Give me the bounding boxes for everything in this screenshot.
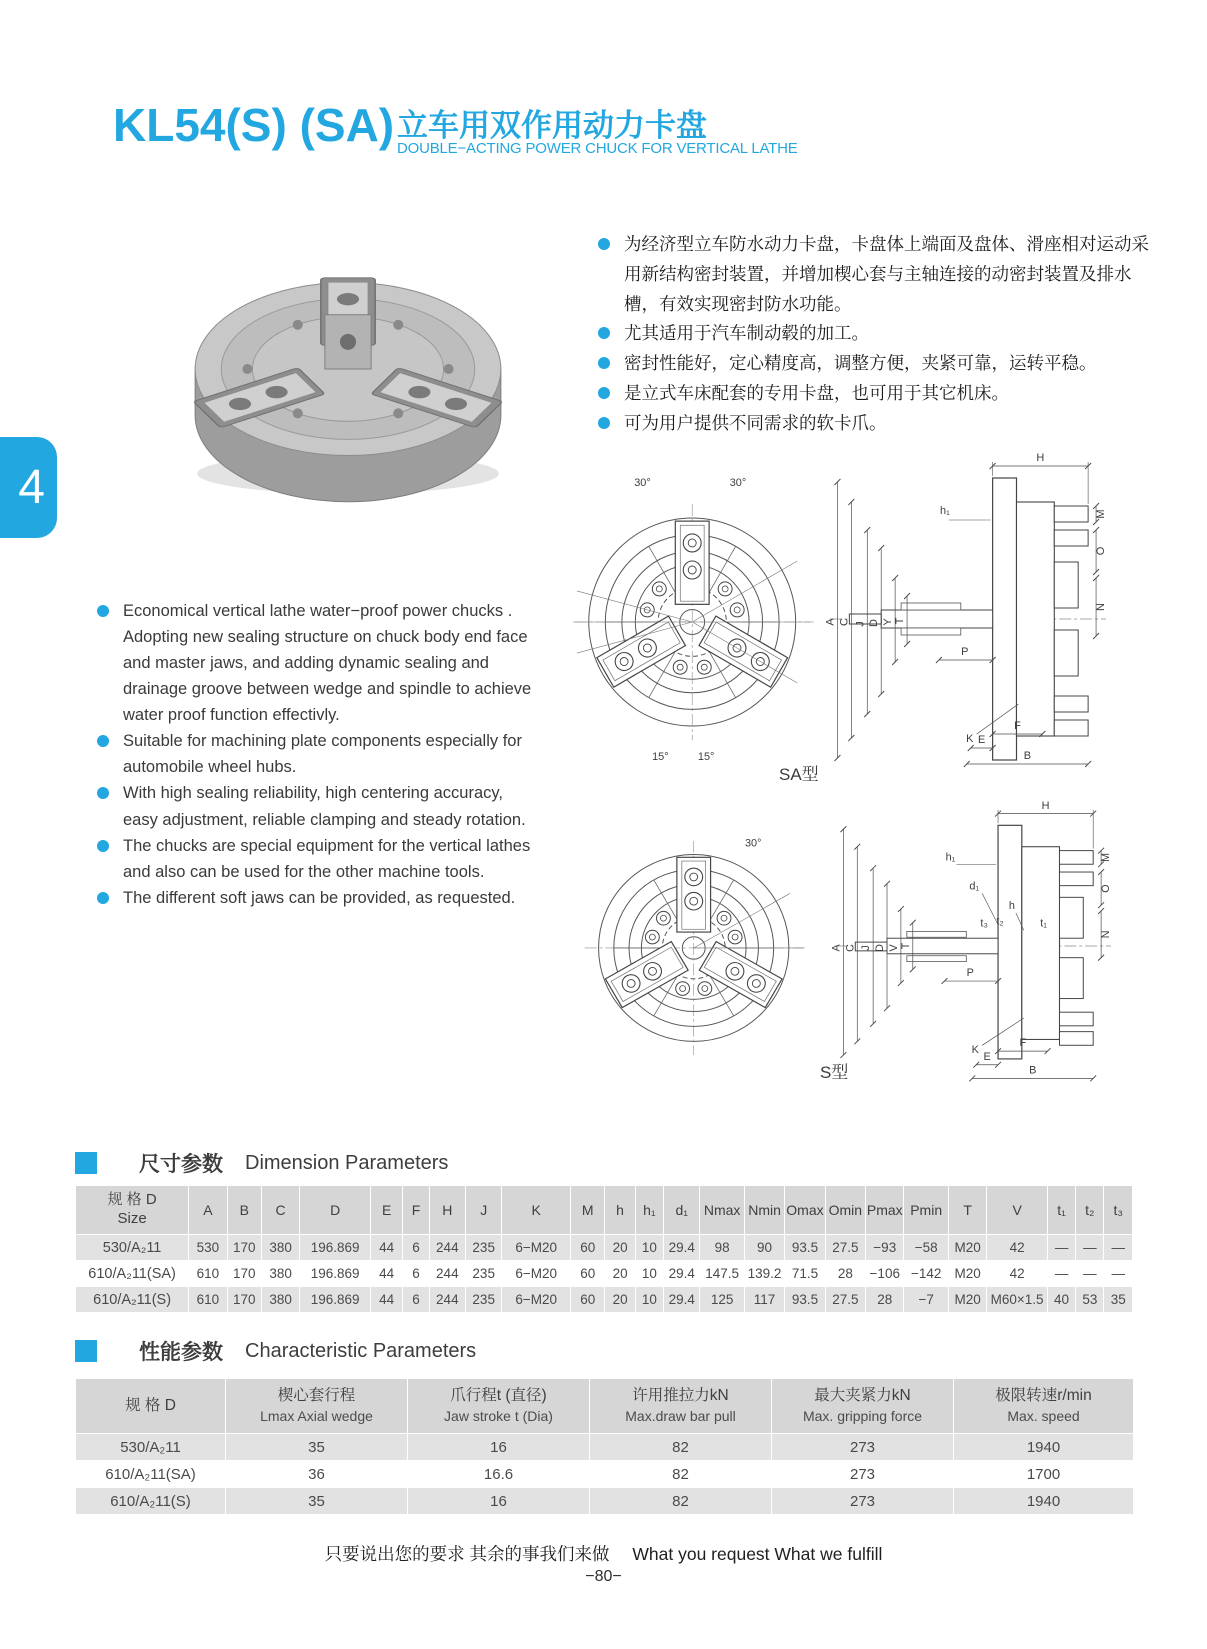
feature-item: Economical vertical lathe water−proof power chucks . Adopting new sealing structure on chuck body end face and master jaws, and adding dynamic sealing and drainage groove between wedge and spindle to achieve water proof function effectivly.: [97, 598, 539, 728]
cell: 93.5: [785, 1235, 825, 1261]
cell: 60: [571, 1235, 605, 1261]
dim-label: d₁: [969, 880, 980, 893]
cell: 35: [1104, 1287, 1133, 1313]
dim-label: H: [1041, 800, 1050, 812]
dim-label: B: [1023, 749, 1032, 763]
cell: 82: [590, 1461, 772, 1488]
feature-item: The chucks are special equipment for the vertical lathes and also can be used for the other machine tools.: [97, 833, 539, 885]
table-row: [76, 1434, 1134, 1461]
cell: 98: [700, 1235, 744, 1261]
cell: −93: [866, 1235, 904, 1261]
cell: —: [1076, 1235, 1104, 1261]
features-list-chinese: [598, 230, 1158, 438]
dim-label: K: [971, 1044, 979, 1057]
table-row: [76, 1461, 1134, 1488]
cell: 6−M20: [502, 1287, 571, 1313]
column-header: t₂: [1076, 1186, 1104, 1235]
footer-slogan: [0, 1541, 1207, 1566]
cell: —: [1047, 1261, 1075, 1287]
cell: 42: [987, 1235, 1048, 1261]
column-header: K: [502, 1186, 571, 1235]
section-marker-icon: [75, 1340, 97, 1362]
cell: 82: [590, 1488, 772, 1515]
cell: —: [1047, 1235, 1075, 1261]
dim-label: D: [873, 944, 887, 952]
features-list-english: [97, 598, 539, 911]
cell: 170: [227, 1261, 261, 1287]
dim-label: t₃: [980, 917, 988, 930]
dim-label: h₁: [939, 504, 950, 518]
column-header: Omin: [825, 1186, 865, 1235]
cell: 60: [571, 1261, 605, 1287]
cell: M20: [948, 1261, 986, 1287]
dim-label: h₁: [945, 851, 956, 864]
column-header: h: [605, 1186, 635, 1235]
column-header: T: [948, 1186, 986, 1235]
dim-label: K: [966, 732, 974, 746]
column-header: Nmax: [700, 1186, 744, 1235]
column-header-size: 规 格 D: [76, 1379, 226, 1434]
cell: 244: [429, 1235, 465, 1261]
column-header: M: [571, 1186, 605, 1235]
section-header-dimension: [75, 1148, 448, 1178]
dim-label: M: [1099, 852, 1113, 862]
dim-label: h: [1008, 900, 1015, 912]
column-header: F: [403, 1186, 429, 1235]
table-row: [76, 1261, 1133, 1287]
dim-label: 30°: [634, 476, 651, 490]
dim-label: P: [961, 645, 969, 659]
column-header: 爪行程t (直径) Jaw stroke t (Dia): [408, 1379, 590, 1434]
column-header: 许用推拉力kN Max.draw bar pull: [590, 1379, 772, 1434]
cell: 29.4: [664, 1261, 700, 1287]
cell: 380: [261, 1261, 299, 1287]
cell: 20: [605, 1235, 635, 1261]
cell: 170: [227, 1235, 261, 1261]
product-photo: [172, 220, 524, 512]
cell: −106: [866, 1261, 904, 1287]
cell: 6−M20: [502, 1235, 571, 1261]
cell: 27.5: [825, 1235, 865, 1261]
cell: 117: [744, 1287, 784, 1313]
dim-label: F: [1019, 1037, 1027, 1050]
feature-item: The different soft jaws can be provided, as requested.: [97, 885, 539, 911]
row-size: 610/A₂11(S): [76, 1488, 226, 1515]
cell: 6: [403, 1235, 429, 1261]
dim-label: D: [868, 619, 881, 627]
dim-label: 30°: [729, 476, 747, 490]
technical-drawing-s: [550, 800, 1115, 1092]
cell: —: [1076, 1261, 1104, 1287]
section-title-en: Dimension Parameters: [245, 1151, 449, 1174]
feature-item: With high sealing reliability, high centering accuracy, easy adjustment, reliable clamping and steady rotation.: [97, 780, 539, 832]
column-header: V: [987, 1186, 1048, 1235]
chuck-photo-illustration: [172, 220, 524, 512]
cell: 610: [189, 1287, 227, 1313]
cell: —: [1104, 1235, 1133, 1261]
column-header: Omax: [785, 1186, 825, 1235]
cell: —: [1104, 1261, 1133, 1287]
product-title-english: DOUBLE−ACTING POWER CHUCK FOR VERTICAL LATHE: [397, 140, 798, 157]
cell: 10: [635, 1261, 663, 1287]
drawing-caption-s: S型: [820, 1063, 849, 1082]
dim-label: T: [899, 942, 912, 950]
dim-label: E: [983, 1050, 991, 1063]
cell: 20: [605, 1287, 635, 1313]
dimension-table-header-row: [76, 1186, 1133, 1235]
dim-label: E: [978, 733, 986, 747]
cell: 16.6: [408, 1461, 590, 1488]
cell: 139.2: [744, 1261, 784, 1287]
cell: 196.869: [300, 1261, 371, 1287]
dim-label: O: [1095, 546, 1108, 556]
feature-item: Suitable for machining plate components especially for automobile wheel hubs.: [97, 728, 539, 780]
cell: 29.4: [664, 1287, 700, 1313]
cell: 235: [466, 1261, 502, 1287]
row-size: 610/A₂11(S): [76, 1287, 189, 1313]
section-title-cn: 性能参数: [139, 1341, 223, 1364]
cell: 196.869: [300, 1287, 371, 1313]
dim-label: M: [1095, 509, 1108, 519]
cell: 82: [590, 1434, 772, 1461]
cell: 380: [261, 1287, 299, 1313]
dim-label: 30°: [744, 837, 762, 850]
technical-drawing-sa: [543, 446, 1110, 791]
cell: −58: [904, 1235, 948, 1261]
dim-label: N: [1099, 930, 1113, 939]
cell: 42: [987, 1261, 1048, 1287]
row-size: 530/A₂11: [76, 1434, 226, 1461]
footer-slogan-en: What you request What we fulfill: [632, 1544, 883, 1564]
cell: M20: [948, 1287, 986, 1313]
cell: 244: [429, 1261, 465, 1287]
cell: 530: [189, 1235, 227, 1261]
dim-label: A: [824, 618, 837, 626]
table-row: [76, 1488, 1134, 1515]
column-header: 楔心套行程 Lmax Axial wedge: [226, 1379, 408, 1434]
dim-label: 15°: [652, 750, 669, 764]
column-header: t₁: [1047, 1186, 1075, 1235]
cell: 16: [408, 1434, 590, 1461]
cell: 44: [371, 1261, 403, 1287]
dim-label: P: [966, 967, 974, 980]
section-title-cn: 尺寸参数: [139, 1153, 223, 1176]
cell: 125: [700, 1287, 744, 1313]
feature-item: 可为用户提供不同需求的软卡爪。: [598, 409, 1158, 439]
cell: 20: [605, 1261, 635, 1287]
dim-label: t₁: [1040, 917, 1047, 930]
column-header: t₃: [1104, 1186, 1133, 1235]
cell: 273: [772, 1488, 954, 1515]
cell: 40: [1047, 1287, 1075, 1313]
column-header: J: [466, 1186, 502, 1235]
dim-label: B: [1029, 1064, 1037, 1077]
column-header: Pmax: [866, 1186, 904, 1235]
feature-item: 为经济型立车防水动力卡盘，卡盘体上端面及盘体、滑座相对运动采用新结构密封装置，并增加楔心套与主轴连接的动密封装置及排水槽，有效实现密封防水功能。: [598, 230, 1158, 319]
row-size: 530/A₂11: [76, 1235, 189, 1261]
section-marker-icon: [75, 1152, 97, 1174]
column-header: h₁: [635, 1186, 663, 1235]
section-title-en: Characteristic Parameters: [245, 1339, 477, 1362]
cell: 10: [635, 1287, 663, 1313]
cell: 6−M20: [502, 1261, 571, 1287]
column-header: D: [300, 1186, 371, 1235]
column-header: E: [371, 1186, 403, 1235]
column-header: H: [429, 1186, 465, 1235]
cell: 44: [371, 1287, 403, 1313]
cell: 16: [408, 1488, 590, 1515]
row-size: 610/A₂11(SA): [76, 1461, 226, 1488]
dim-label: Y: [882, 618, 895, 626]
cell: 93.5: [785, 1287, 825, 1313]
page-number: −80−: [585, 1568, 622, 1585]
section-header-characteristic: [75, 1336, 476, 1366]
section-tab-number: 4: [18, 461, 45, 514]
dim-label: J: [854, 621, 867, 627]
column-header: Nmin: [744, 1186, 784, 1235]
dim-label: C: [838, 618, 851, 626]
dim-label: 15°: [697, 750, 715, 764]
dimension-table: [75, 1185, 1133, 1313]
column-header: B: [227, 1186, 261, 1235]
cell: 170: [227, 1287, 261, 1313]
feature-item: 密封性能好，定心精度高，调整方便，夹紧可靠，运转平稳。: [598, 349, 1158, 379]
dim-label: A: [830, 944, 843, 952]
model-title: KL54(S) (SA): [113, 99, 395, 151]
product-title-chinese: 立车用双作用动力卡盘: [397, 108, 707, 143]
table-row: [76, 1235, 1133, 1261]
cell: 60: [571, 1287, 605, 1313]
cell: 36: [226, 1461, 408, 1488]
dim-label: O: [1099, 884, 1113, 893]
column-header: 最大夹紧力kN Max. gripping force: [772, 1379, 954, 1434]
cell: 6: [403, 1287, 429, 1313]
feature-item: 是立式车床配套的专用卡盘，也可用于其它机床。: [598, 379, 1158, 409]
cell: −142: [904, 1261, 948, 1287]
feature-item: 尤其适用于汽车制动毂的加工。: [598, 319, 1158, 349]
row-size: 610/A₂11(SA): [76, 1261, 189, 1287]
cell: 28: [825, 1261, 865, 1287]
cell: 35: [226, 1488, 408, 1515]
dim-label: V: [887, 944, 900, 952]
cell: 196.869: [300, 1235, 371, 1261]
footer-slogan-cn: 只要说出您的要求 其余的事我们来做: [324, 1544, 610, 1564]
cell: 1940: [954, 1488, 1134, 1515]
dim-label: F: [1014, 719, 1021, 733]
cell: M20: [948, 1235, 986, 1261]
cell: 244: [429, 1287, 465, 1313]
cell: 273: [772, 1434, 954, 1461]
column-header: d₁: [664, 1186, 700, 1235]
cell: M60×1.5: [987, 1287, 1048, 1313]
section-tab: [0, 437, 57, 538]
cell: 27.5: [825, 1287, 865, 1313]
cell: 610: [189, 1261, 227, 1287]
cell: 235: [466, 1287, 502, 1313]
drawing-caption-sa: SA型: [779, 765, 819, 784]
dim-label: H: [1036, 451, 1045, 465]
cell: 44: [371, 1235, 403, 1261]
cell: 29.4: [664, 1235, 700, 1261]
cell: 1940: [954, 1434, 1134, 1461]
cell: 71.5: [785, 1261, 825, 1287]
characteristic-table: [75, 1378, 1134, 1515]
column-header-size: 规 格 D Size: [76, 1186, 189, 1235]
dim-label: t₂: [996, 915, 1004, 928]
column-header: A: [189, 1186, 227, 1235]
cell: 10: [635, 1235, 663, 1261]
characteristic-table-header-row: [76, 1379, 1134, 1434]
table-row: [76, 1287, 1133, 1313]
cell: 35: [226, 1434, 408, 1461]
dim-label: T: [894, 617, 907, 625]
dim-label: N: [1095, 603, 1108, 611]
cell: 90: [744, 1235, 784, 1261]
cell: 53: [1076, 1287, 1104, 1313]
cell: 235: [466, 1235, 502, 1261]
dim-label: C: [844, 944, 857, 952]
cell: 1700: [954, 1461, 1134, 1488]
cell: −7: [904, 1287, 948, 1313]
cell: 273: [772, 1461, 954, 1488]
column-header: Pmin: [904, 1186, 948, 1235]
cell: 380: [261, 1235, 299, 1261]
dim-label: J: [860, 945, 873, 951]
cell: 28: [866, 1287, 904, 1313]
cell: 147.5: [700, 1261, 744, 1287]
column-header: 极限转速r/min Max. speed: [954, 1379, 1134, 1434]
cell: 6: [403, 1261, 429, 1287]
column-header: C: [261, 1186, 299, 1235]
